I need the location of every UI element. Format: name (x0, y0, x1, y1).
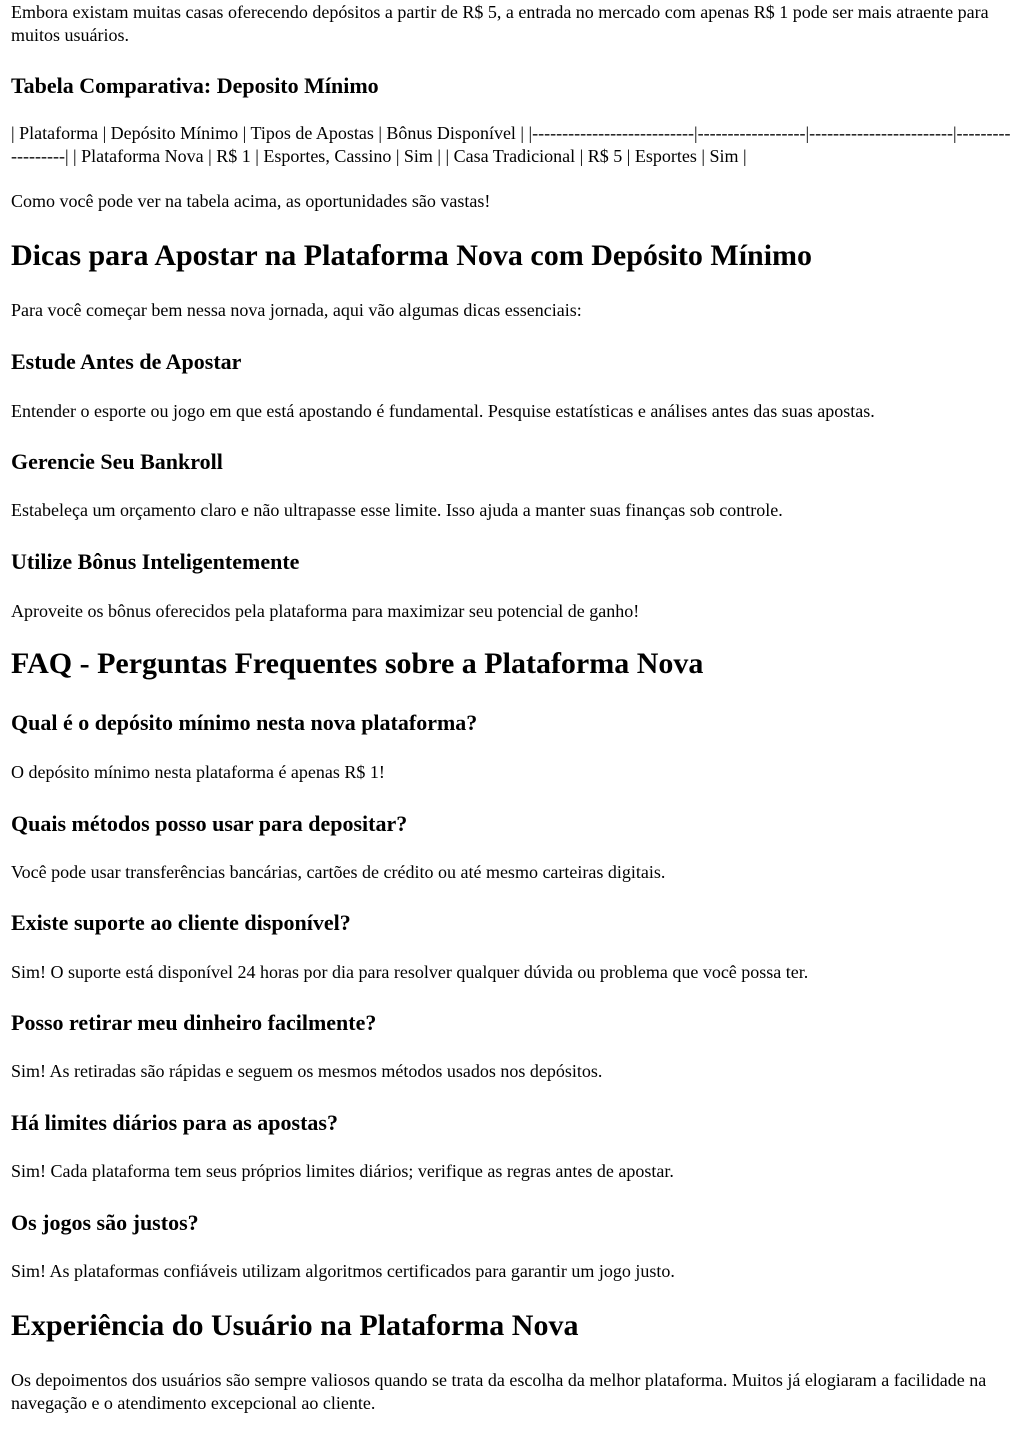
experience-paragraph: Os depoimentos dos usuários são sempre valiosos quando se trata da escolha da melhor plataforma. Muitos já elogiaram a facilidade na navegação e o atendimento excepcional ao cliente. (11, 1370, 987, 1413)
faq-question: Quais métodos posso usar para depositar? (11, 811, 408, 836)
tip-title: Estude Antes de Apostar (11, 349, 242, 374)
tip-title: Gerencie Seu Bankroll (11, 449, 223, 474)
faq-question: Há limites diários para as apostas? (11, 1110, 338, 1135)
tip-text: Entender o esporte ou jogo em que está apostando é fundamental. Pesquise estatísticas e análises antes das suas apostas. (11, 401, 875, 421)
experience-heading: Experiência do Usuário na Plataforma Nova (11, 1309, 579, 1342)
faq-heading: FAQ - Perguntas Frequentes sobre a Plataforma Nova (11, 647, 704, 680)
tips-lead-paragraph: Para você começar bem nessa nova jornada, aqui vão algumas dicas essenciais: (11, 300, 582, 320)
intro-paragraph: Embora existam muitas casas oferecendo depósitos a partir de R$ 5, a entrada no mercado com apenas R$ 1 pode ser mais atraente para muitos usuários. (11, 2, 989, 45)
faq-answer: Sim! O suporte está disponível 24 horas por dia para resolver qualquer dúvida ou problema que você possa ter. (11, 962, 809, 982)
faq-answer: O depósito mínimo nesta plataforma é apenas R$ 1! (11, 762, 385, 782)
tip-title: Utilize Bônus Inteligentemente (11, 549, 300, 574)
faq-question: Posso retirar meu dinheiro facilmente? (11, 1010, 377, 1035)
faq-question: Existe suporte ao cliente disponível? (11, 910, 351, 935)
comparison-table-text: | Plataforma | Depósito Mínimo | Tipos de Apostas | Bônus Disponível | |---------------------------|------------------|------------------------|------------------| | Plataforma Nova | R$ 1 | Esportes, Cassino | Sim | | Casa Tradicional | R$ 5 | Esportes | Sim | (11, 123, 1011, 166)
faq-answer: Sim! Cada plataforma tem seus próprios limites diários; verifique as regras antes de apostar. (11, 1161, 674, 1181)
tip-text: Aproveite os bônus oferecidos pela plataforma para maximizar seu potencial de ganho! (11, 601, 640, 621)
tips-heading: Dicas para Apostar na Plataforma Nova com Depósito Mínimo (11, 239, 813, 272)
table-summary-paragraph: Como você pode ver na tabela acima, as oportunidades são vastas! (11, 191, 491, 211)
faq-answer: Sim! As retiradas são rápidas e seguem os mesmos métodos usados nos depósitos. (11, 1061, 603, 1081)
faq-question: Qual é o depósito mínimo nesta nova plataforma? (11, 710, 478, 735)
tip-text: Estabeleça um orçamento claro e não ultrapasse esse limite. Isso ajuda a manter suas finanças sob controle. (11, 500, 783, 520)
faq-question: Os jogos são justos? (11, 1210, 199, 1235)
faq-answer: Você pode usar transferências bancárias, cartões de crédito ou até mesmo carteiras digitais. (11, 862, 666, 882)
faq-answer: Sim! As plataformas confiáveis utilizam algoritmos certificados para garantir um jogo justo. (11, 1261, 675, 1281)
table-heading: Tabela Comparativa: Deposito Mínimo (11, 73, 379, 98)
